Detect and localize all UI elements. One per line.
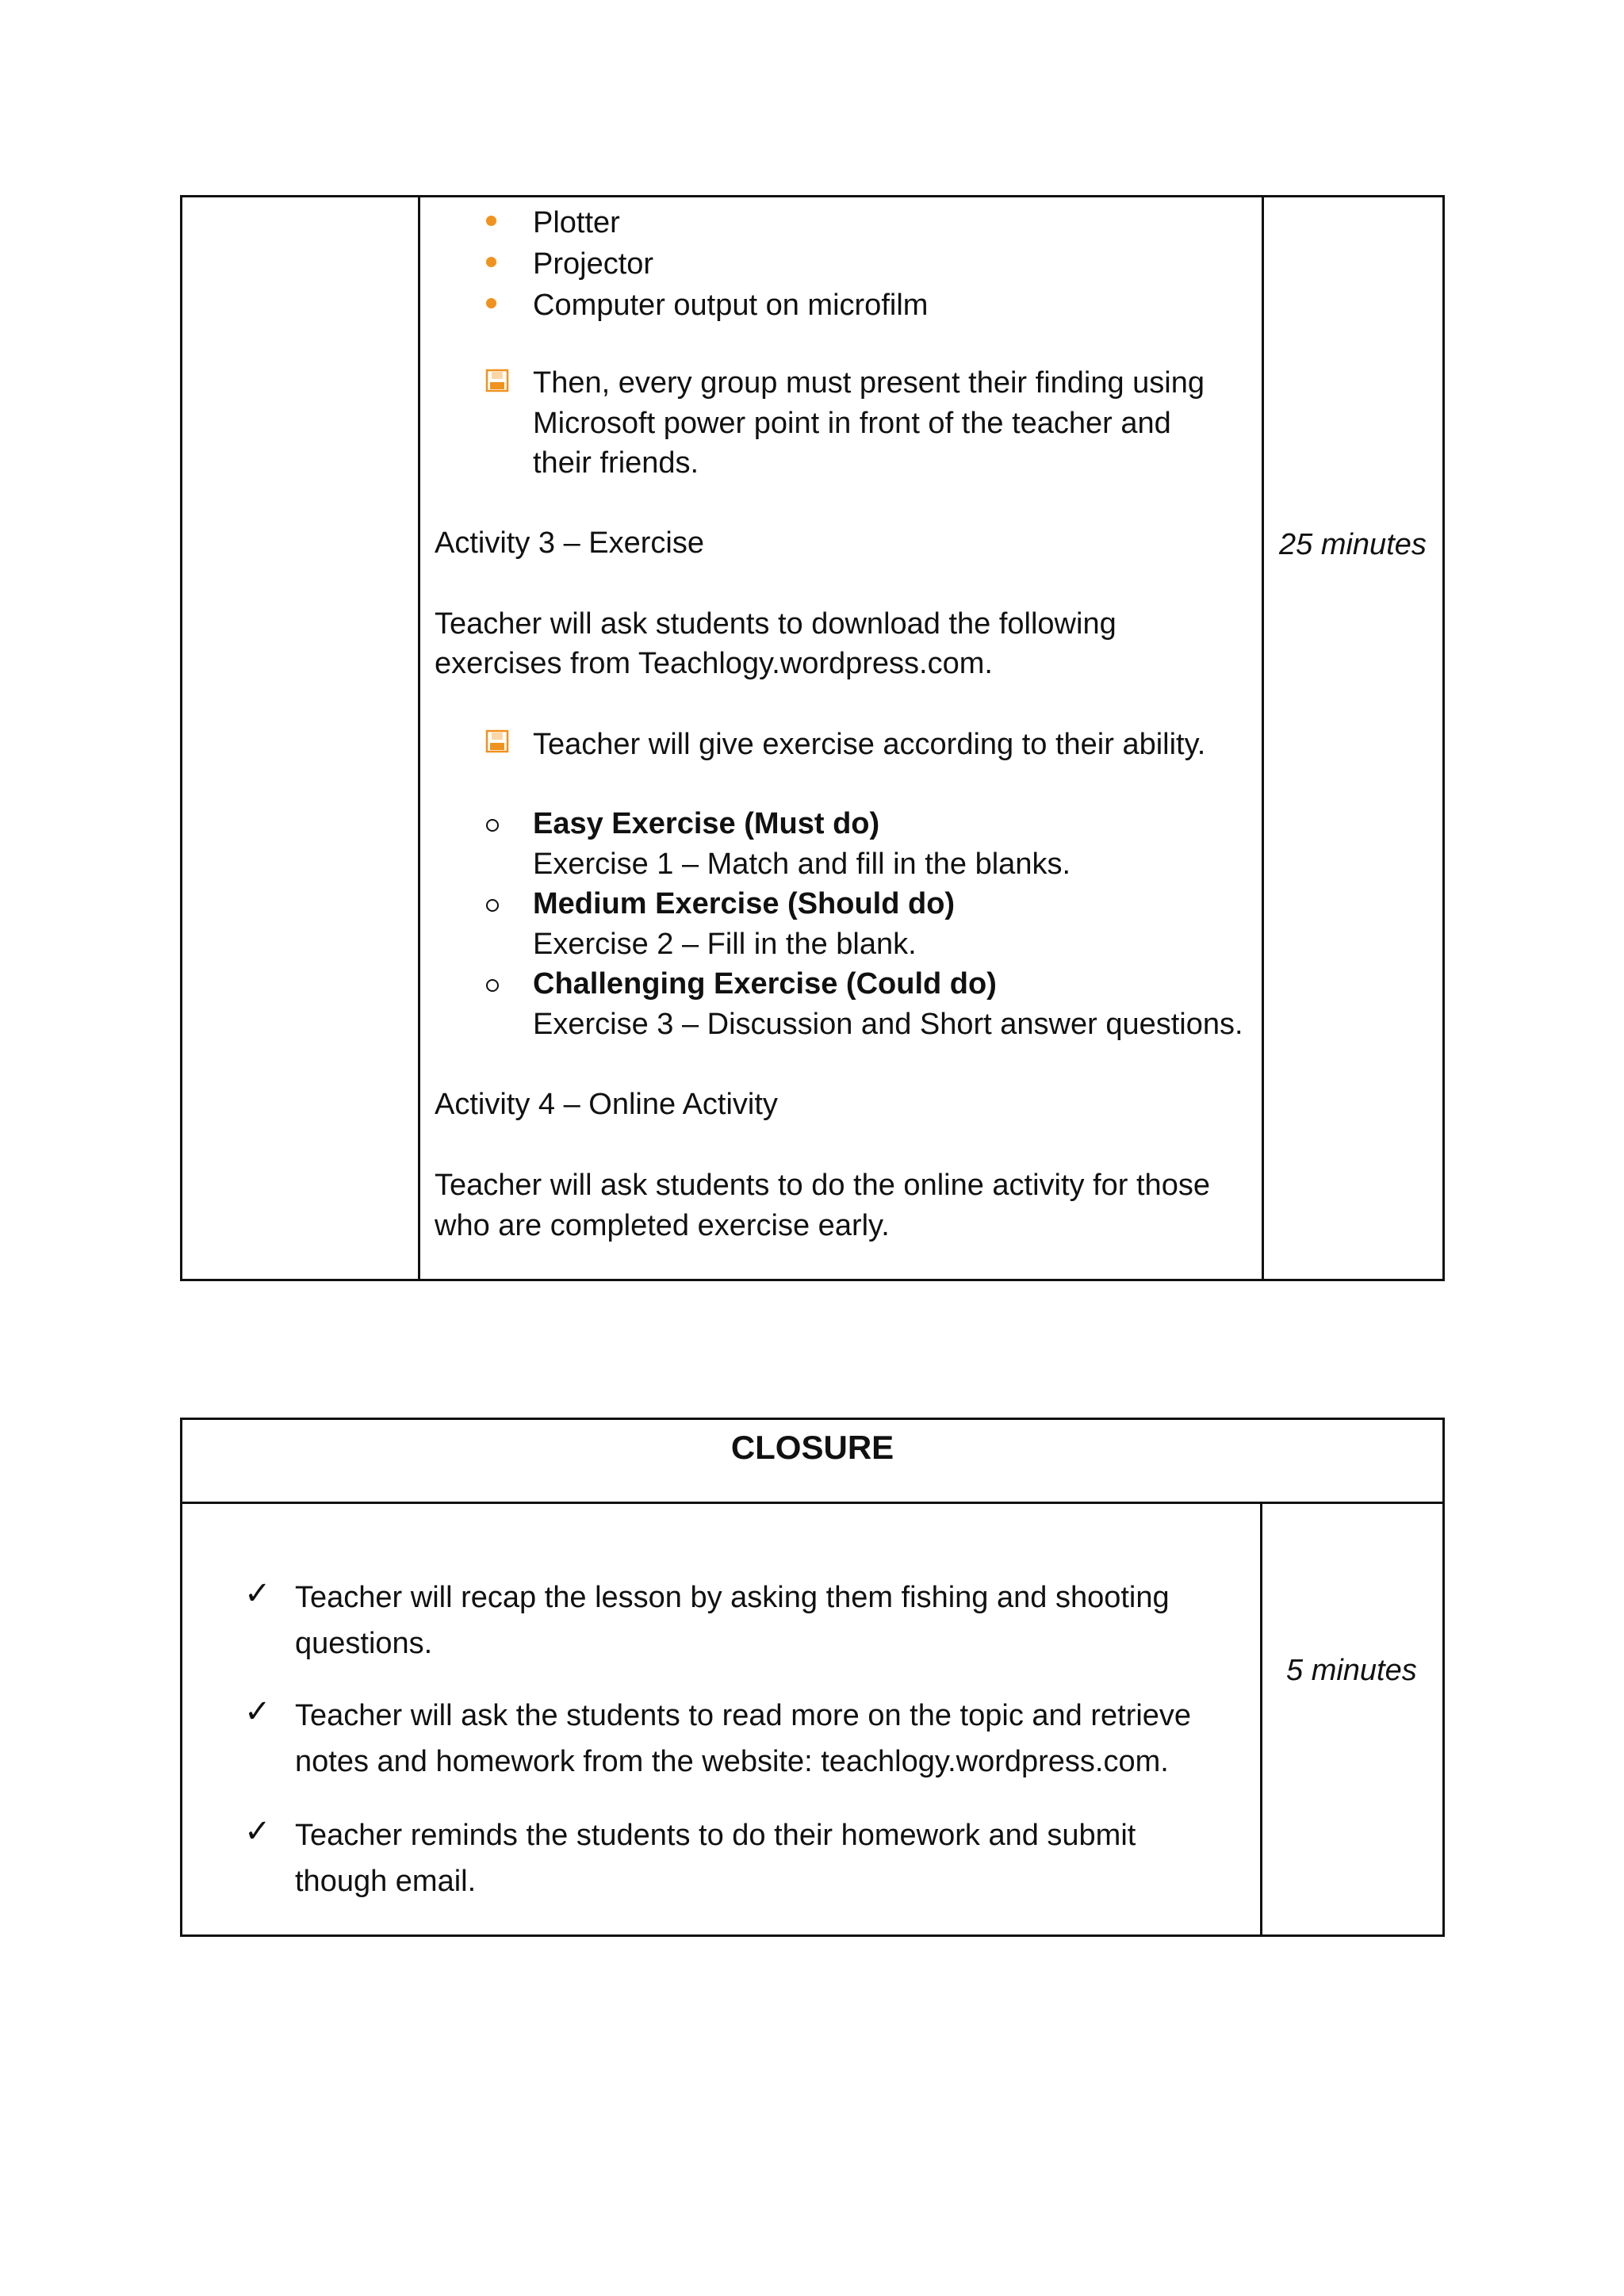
bullet-item: Plotter: [533, 206, 620, 239]
activity-3-description: Teacher will ask students to download the following: [435, 607, 1116, 641]
closure-item-line: Teacher will recap the lesson by asking them fishing and shooting: [295, 1581, 1170, 1614]
activity-4-title: Activity 4 – Online Activity: [435, 1088, 778, 1121]
closure-column-divider: [1260, 1502, 1262, 1937]
floppy-disk-icon: [485, 729, 509, 753]
activity-table-divider-2: [1262, 195, 1264, 1281]
bullet-item: Computer output on microfilm: [533, 289, 929, 322]
group-task-line: their friends.: [533, 446, 699, 480]
group-task-line: Then, every group must present their finding using: [533, 366, 1205, 400]
checkmark-icon: ✓: [244, 1575, 271, 1612]
closure-title: CLOSURE: [730, 1429, 894, 1466]
closure-item-line: Teacher will ask the students to read more on the topic and retrieve: [295, 1699, 1192, 1732]
checkmark-icon: ✓: [244, 1813, 271, 1850]
circle-bullet-icon: [486, 819, 499, 832]
floppy-disk-icon: [485, 369, 509, 392]
exercise-level: Medium Exercise (Should do): [533, 887, 956, 920]
activity-table-divider-1: [418, 195, 420, 1281]
closure-table: [180, 1418, 1445, 1937]
exercise-detail: Exercise 3 – Discussion and Short answer questions.: [533, 1008, 1243, 1041]
checkmark-icon: ✓: [244, 1693, 271, 1730]
closure-item-line: notes and homework from the website: teachlogy.wordpress.com.: [295, 1745, 1169, 1778]
activity-4-description: Teacher will ask students to do the online activity for those: [435, 1169, 1210, 1202]
circle-bullet-icon: [486, 899, 499, 912]
bullet-dot-icon: [486, 298, 496, 308]
ability-note: Teacher will give exercise according to their ability.: [533, 728, 1206, 761]
closure-item-line: questions.: [295, 1627, 433, 1660]
closure-duration: 5 minutes: [1286, 1654, 1417, 1687]
activity-duration: 25 minutes: [1279, 528, 1427, 561]
activity-3-title: Activity 3 – Exercise: [435, 526, 704, 560]
bullet-dot-icon: [486, 216, 496, 226]
closure-header-divider: [180, 1502, 1445, 1504]
bullet-dot-icon: [486, 257, 496, 267]
activity-4-description: who are completed exercise early.: [435, 1209, 890, 1242]
closure-item-line: Teacher reminds the students to do their homework and submit: [295, 1819, 1136, 1852]
exercise-detail: Exercise 1 – Match and fill in the blanks.: [533, 848, 1071, 881]
exercise-level: Challenging Exercise (Could do): [533, 967, 997, 1001]
circle-bullet-icon: [486, 979, 499, 992]
exercise-level: Easy Exercise (Must do): [533, 807, 880, 840]
exercise-detail: Exercise 2 – Fill in the blank.: [533, 928, 917, 961]
activity-3-description: exercises from Teachlogy.wordpress.com.: [435, 647, 993, 680]
bullet-item: Projector: [533, 247, 654, 281]
group-task-line: Microsoft power point in front of the teacher and: [533, 407, 1171, 440]
closure-item-line: though email.: [295, 1865, 477, 1898]
